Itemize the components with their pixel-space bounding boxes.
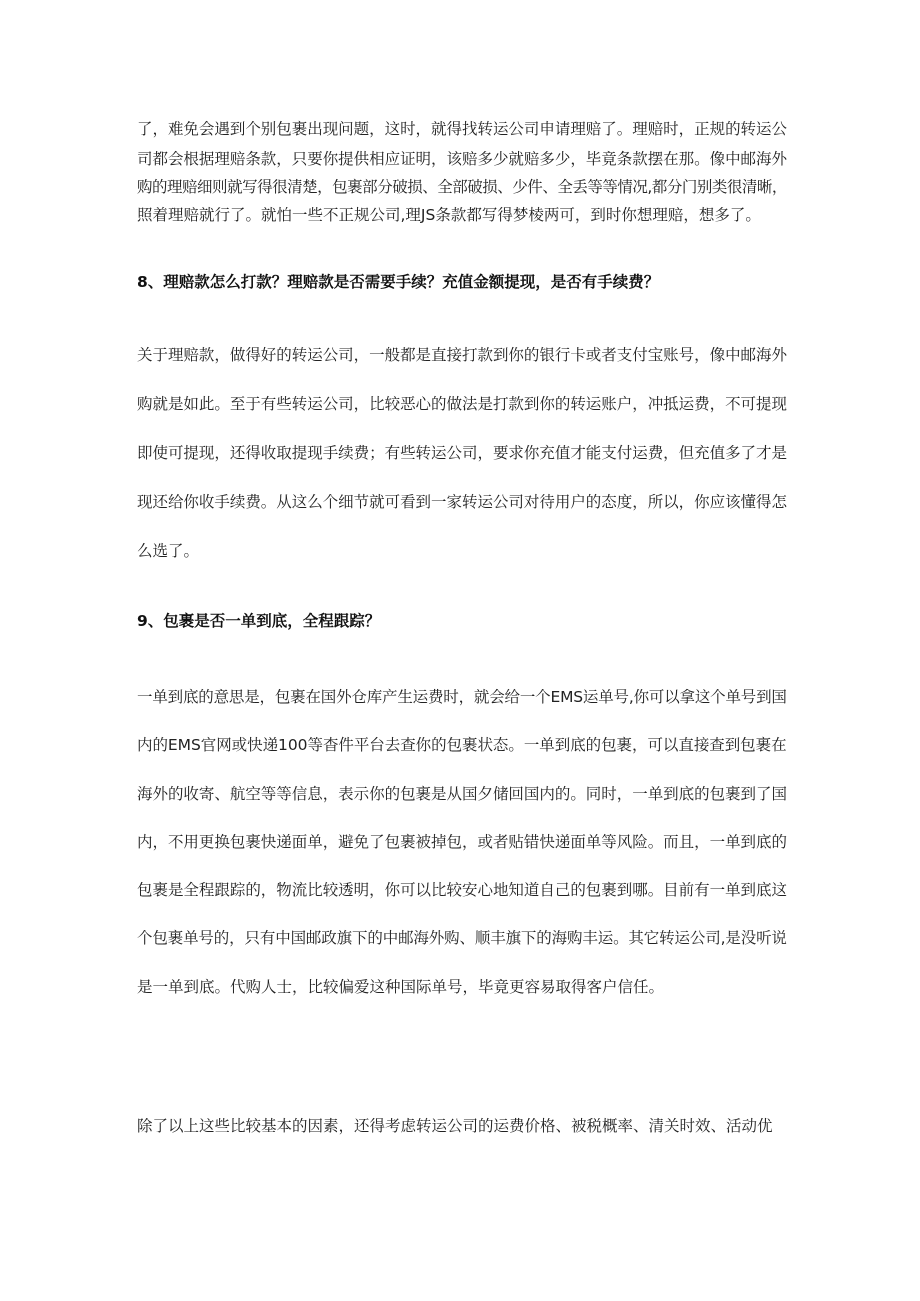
paragraph-1-line-1: 了，难免会遇到个别包裹出现问题，这时，就得找转运公司申请理赔了。理赔时，正规的转运公 (137, 120, 787, 138)
paragraph-3-line-3: 海外的收寄、航空等等信息，表示你的包裹是从国夕储回国内的。同时，一单到底的包裹到了国 (137, 785, 787, 803)
paragraph-2-line-1: 关于理赔款，做得好的转运公司，一般都是直接打款到你的银行卡或者支付宝账号，像中邮海外 (137, 346, 787, 364)
paragraph-3-line-6: 个包裹单号的，只有中国邮政旗下的中邮海外购、顺丰旗下的海购丰运。其它转运公司,是没听说 (137, 929, 787, 947)
section-heading-8: 8、理赔款怎么打款？理赔款是否需要手续？充值金额提现，是否有手续费？ (137, 273, 660, 291)
paragraph-2-line-3: 即使可提现，还得收取提现手续费；有些转运公司，要求你充值才能支付运费，但充值多了才是 (137, 444, 787, 462)
paragraph-4-line-1: 除了以上这些比较基本的因素，还得考虑转运公司的运费价格、被税概率、清关时效、活动优 (137, 1117, 773, 1135)
paragraph-2-line-5: 么选了。 (137, 542, 200, 560)
paragraph-3-line-1: 一单到底的意思是，包裹在国外仓库产生运费时，就会给一个EMS运单号,你可以拿这个单号到国 (137, 688, 787, 706)
section-heading-9: 9、包裹是否一单到底，全程跟踪？ (137, 612, 381, 630)
paragraph-3-line-5: 包裹是全程跟踪的，物流比较透明，你可以比较安心地知道自己的包裹到哪。目前有一单到底这 (137, 881, 787, 899)
paragraph-1-line-4: 照着理赔就行了。就怕一些不正规公司,理JS条款都写得梦棱两可，到时你想理赔，想多了。 (137, 206, 761, 224)
paragraph-2-line-2: 购就是如此。至于有些转运公司，比较恶心的做法是打款到你的转运账户，冲抵运费，不可提现 (137, 395, 787, 413)
paragraph-3-line-7: 是一单到底。代购人士，比较偏爱这种国际单号，毕竟更容易取得客户信任。 (137, 978, 665, 996)
paragraph-3-line-2: 内的EMS官网或快递100等杳件平台去查你的包裹状态。一单到底的包裹，可以直接查到包裹在 (137, 736, 787, 754)
paragraph-1-line-3: 购的理赔细则就写得很清楚，包裹部分破损、全部破损、少件、全丢等等情况,都分门别类很清晰， (137, 178, 787, 196)
paragraph-3-line-4: 内，不用更换包裹快递面单，避免了包裹被掉包，或者贴错快递面单等风险。而且，一单到底的 (137, 833, 787, 851)
paragraph-2-line-4: 现还给你收手续费。从这么个细节就可看到一家转运公司对待用户的态度，所以，你应该懂得怎 (137, 493, 787, 511)
paragraph-1-line-2: 司都会根据理赔条款，只要你提供相应证明，该赔多少就赔多少，毕竟条款摆在那。像中邮海外 (137, 150, 787, 168)
